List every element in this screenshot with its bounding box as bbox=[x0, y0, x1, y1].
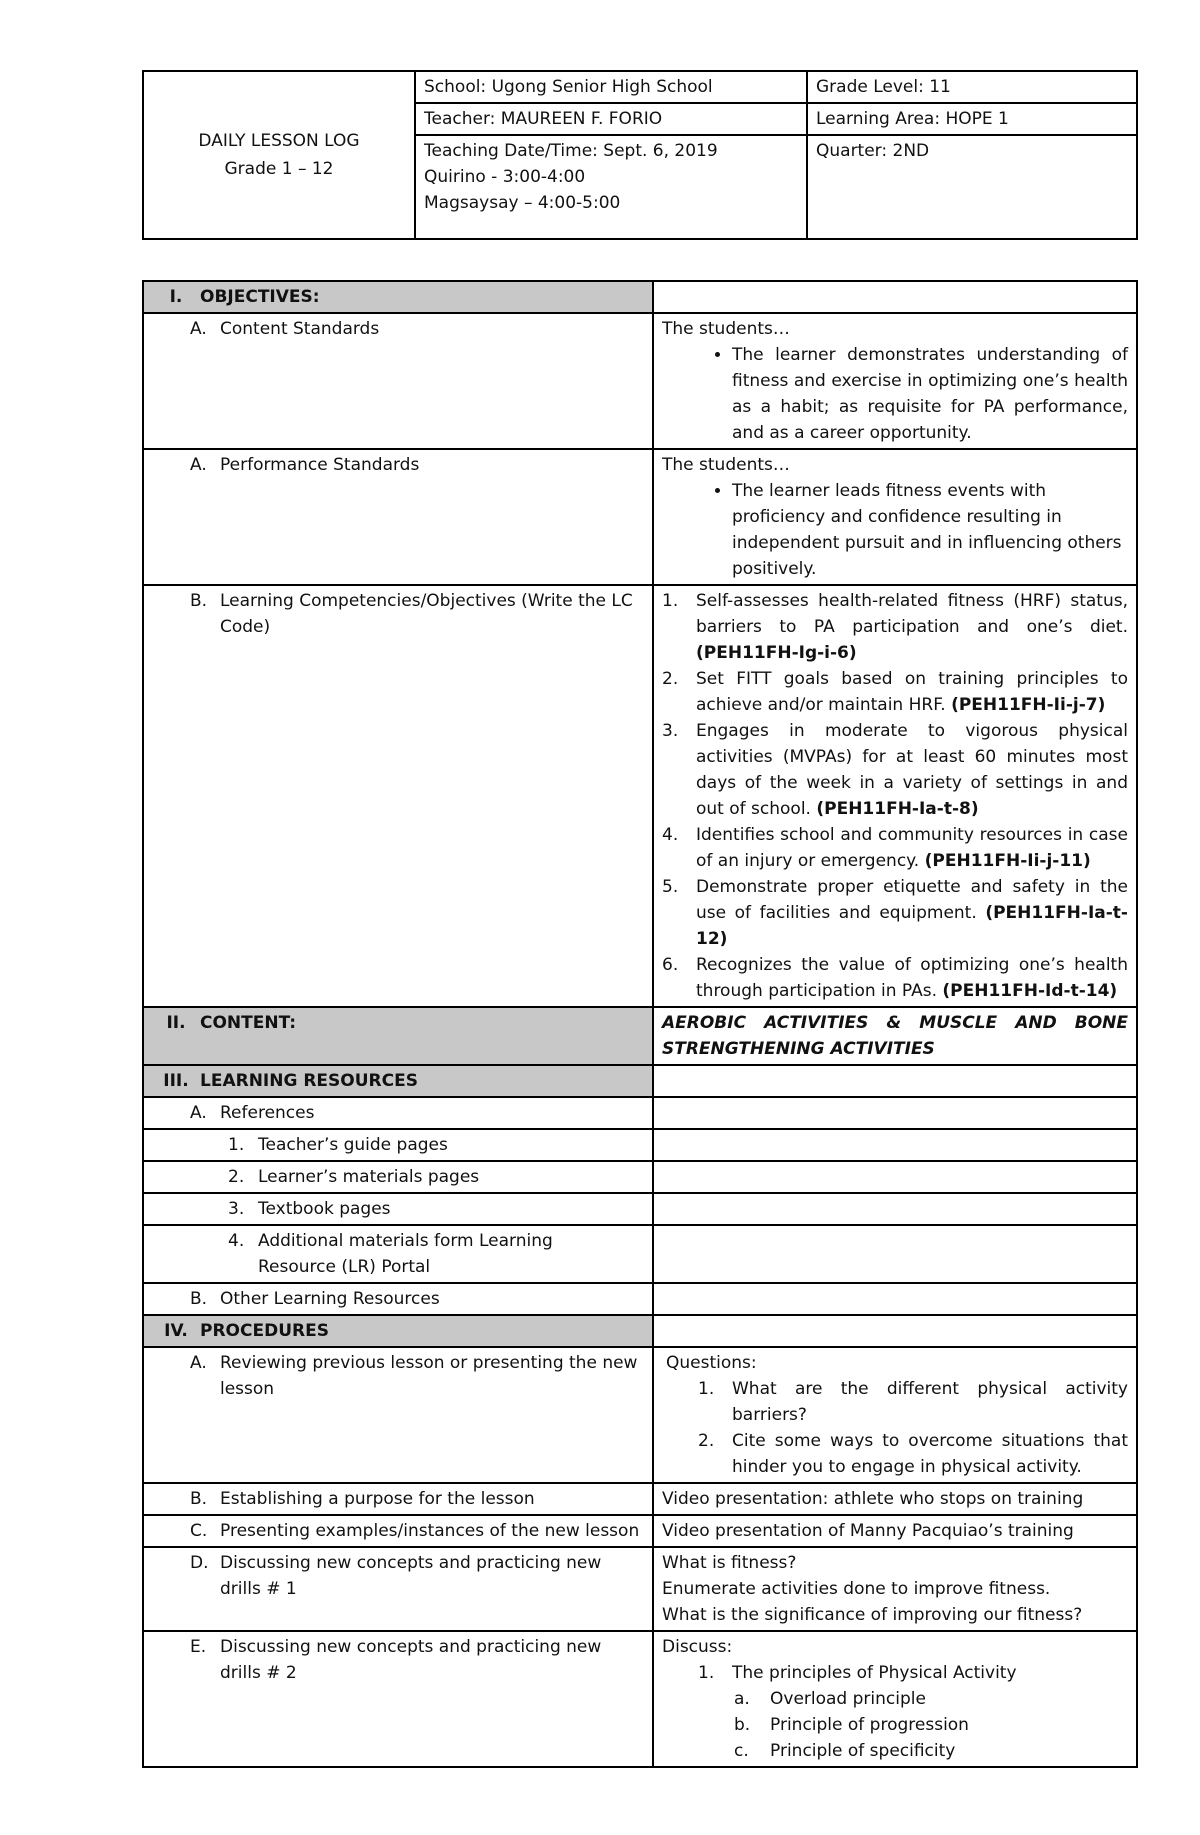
list-item: 1. The principles of Physical Activity bbox=[698, 1663, 1017, 1683]
list-item: 5. Demonstrate proper etiquette and safety in the use of facilities and equipment. (PEH11FH-Ia-t-12) bbox=[662, 877, 1128, 949]
references-value bbox=[653, 1097, 1137, 1129]
list-item: a. Overload principle bbox=[734, 1689, 926, 1709]
competencies-list bbox=[662, 588, 1128, 1004]
resources-value bbox=[653, 1065, 1137, 1097]
procedure-e-label: E. Discussing new concepts and practicing new drills # 2 bbox=[143, 1631, 653, 1767]
list-item: 1. Self-assesses health-related fitness (HRF) status, barriers to PA participation and one’s diet. (PEH11FH-Ig-i-6) bbox=[662, 591, 1128, 663]
references-label: A. References bbox=[143, 1097, 653, 1129]
procedure-c-label: C. Presenting examples/instances of the new lesson bbox=[143, 1515, 653, 1547]
time-quirino: Quirino - 3:00-4:00 bbox=[424, 167, 586, 187]
list-item: b. Principle of progression bbox=[734, 1715, 969, 1735]
list-item: 6. Recognizes the value of optimizing one’s health through participation in PAs. (PEH11FH-Id-t-14) bbox=[662, 955, 1128, 1001]
list-item: 2. Set FITT goals based on training principles to achieve and/or maintain HRF. (PEH11FH-Ii-j-7) bbox=[662, 669, 1128, 715]
content-standards-label: A. Content Standards bbox=[143, 313, 653, 449]
content-heading: II. CONTENT: bbox=[143, 1007, 653, 1065]
procedures-value bbox=[653, 1315, 1137, 1347]
other-resources-label: B. Other Learning Resources bbox=[143, 1283, 653, 1315]
teachers-guide-value bbox=[653, 1129, 1137, 1161]
performance-standards-label: A. Performance Standards bbox=[143, 449, 653, 585]
objectives-heading: I. OBJECTIVES: bbox=[143, 281, 653, 313]
header-table bbox=[142, 70, 1138, 240]
list-item: 1. What are the different physical activity barriers? bbox=[698, 1379, 1128, 1425]
learners-materials-label: 2. Learner’s materials pages bbox=[143, 1161, 653, 1193]
time-magsaysay: Magsaysay – 4:00-5:00 bbox=[424, 193, 621, 213]
competencies-value bbox=[653, 585, 1137, 1007]
textbook-value bbox=[653, 1193, 1137, 1225]
procedure-e-value: Discuss: 1. The principles of Physical Activity a. Overload principle b. Principle of progression c. Principle of specificity bbox=[653, 1631, 1137, 1767]
performance-standards-value: The students… • The learner leads fitness events with proficiency and confidence resulting in independent pursuit and in influencing others positively. bbox=[653, 449, 1137, 585]
procedure-b-value: Video presentation: athlete who stops on training bbox=[653, 1483, 1137, 1515]
teaching-date-cell bbox=[415, 135, 807, 239]
procedure-d-label: D. Discussing new concepts and practicing new drills # 1 bbox=[143, 1547, 653, 1631]
learning-area-cell: Learning Area: HOPE 1 bbox=[807, 103, 1137, 135]
teacher-cell: Teacher: MAUREEN F. FORIO bbox=[415, 103, 807, 135]
grade-range: Grade 1 – 12 bbox=[224, 159, 334, 179]
procedure-c-value: Video presentation of Manny Pacquiao’s training bbox=[653, 1515, 1137, 1547]
content-value: AEROBIC ACTIVITIES & MUSCLE AND BONE STRENGTHENING ACTIVITIES bbox=[653, 1007, 1137, 1065]
school-cell: School: Ugong Senior High School bbox=[415, 71, 807, 103]
log-title-cell bbox=[143, 71, 415, 239]
list-item: • The learner demonstrates understanding of fitness and exercise in optimizing one’s health as a habit; as requisite for PA performance, and as a career opportunity. bbox=[732, 342, 1128, 446]
teaching-date: Teaching Date/Time: Sept. 6, 2019 bbox=[424, 141, 718, 161]
list-item: • The learner leads fitness events with proficiency and confidence resulting in independent pursuit and in influencing others positively. bbox=[732, 478, 1128, 582]
learners-materials-value bbox=[653, 1161, 1137, 1193]
quarter-cell: Quarter: 2ND bbox=[807, 135, 1137, 239]
procedure-b-label: B. Establishing a purpose for the lesson bbox=[143, 1483, 653, 1515]
list-item: 3. Engages in moderate to vigorous physical activities (MVPAs) for at least 60 minutes most days of the week in a variety of settings in and out of school. (PEH11FH-Ia-t-8) bbox=[662, 721, 1128, 819]
lesson-log-table bbox=[142, 280, 1138, 1768]
list-item: 4. Identifies school and community resources in case of an injury or emergency. (PEH11FH-Ii-j-11) bbox=[662, 825, 1128, 871]
resources-heading: III. LEARNING RESOURCES bbox=[143, 1065, 653, 1097]
list-item: c. Principle of specificity bbox=[734, 1741, 956, 1761]
log-title: DAILY LESSON LOG bbox=[198, 131, 360, 151]
additional-materials-value bbox=[653, 1225, 1137, 1283]
procedure-a-label: A. Reviewing previous lesson or presenting the new lesson bbox=[143, 1347, 653, 1483]
other-resources-value bbox=[653, 1283, 1137, 1315]
content-standards-value: The students… • The learner demonstrates understanding of fitness and exercise in optimizing one’s health as a habit; as requisite for PA performance, and as a career opportunity. bbox=[653, 313, 1137, 449]
additional-materials-label: 4. Additional materials form Learning Resource (LR) Portal bbox=[143, 1225, 653, 1283]
procedure-a-value: Questions: 1. What are the different physical activity barriers? 2. Cite some ways to overcome situations that hinder you to engage in physical activity. bbox=[653, 1347, 1137, 1483]
competencies-label: B. Learning Competencies/Objectives (Write the LC Code) bbox=[143, 585, 653, 1007]
teachers-guide-label: 1. Teacher’s guide pages bbox=[143, 1129, 653, 1161]
list-item: 2. Cite some ways to overcome situations that hinder you to engage in physical activity. bbox=[698, 1431, 1128, 1477]
objectives-value bbox=[653, 281, 1137, 313]
textbook-label: 3. Textbook pages bbox=[143, 1193, 653, 1225]
grade-level-cell: Grade Level: 11 bbox=[807, 71, 1137, 103]
procedures-heading: IV. PROCEDURES bbox=[143, 1315, 653, 1347]
procedure-d-value: What is fitness? Enumerate activities done to improve fitness. What is the significance of improving our fitness? bbox=[653, 1547, 1137, 1631]
